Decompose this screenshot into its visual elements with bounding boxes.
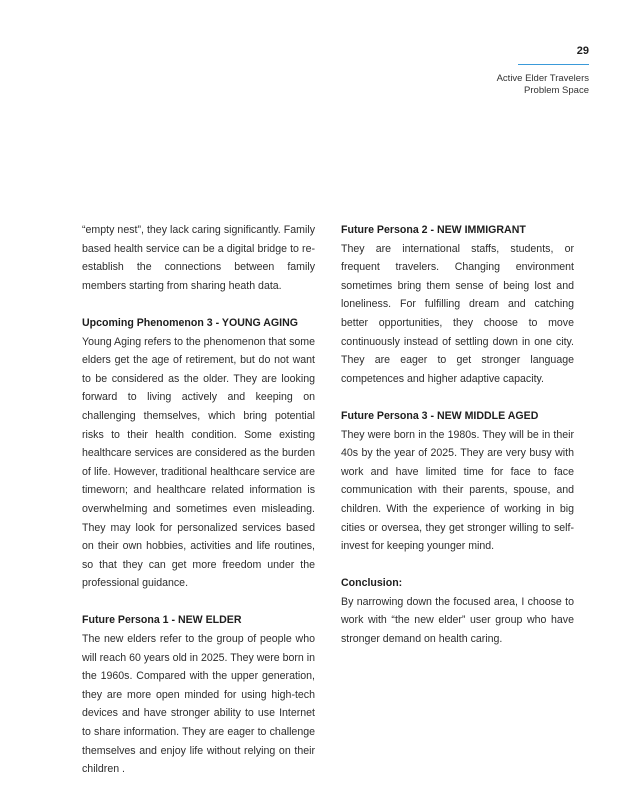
phenomenon3-heading: Upcoming Phenomenon 3 - YOUNG AGING bbox=[82, 316, 299, 329]
conclusion-heading: Conclusion: bbox=[341, 577, 403, 590]
page-number: 29 bbox=[576, 45, 589, 57]
header-divider bbox=[518, 64, 589, 65]
left-column bbox=[82, 221, 315, 779]
intro-paragraph: “empty nest”, they lack caring significantly. Family based health service can be a digital bridge to re-establish the connections between family members starting from sharing heath data. bbox=[82, 224, 315, 292]
persona3-heading: Future Persona 3 - NEW MIDDLE AGED bbox=[341, 409, 539, 422]
page-header bbox=[497, 44, 589, 97]
persona1-heading: Future Persona 1 - NEW ELDER bbox=[82, 614, 242, 627]
header-title: Active Elder Travelers bbox=[496, 73, 589, 84]
right-column bbox=[341, 221, 574, 649]
persona1-body: The new elders refer to the group of people who will reach 60 years old in 2025. They were born in the 1960s. Compared with the upper generation, they are more open minded for using high-tech devices and have stronger ability to use Internet to share information. They are eager to challenge themselves and enjoy life without relying on their children . bbox=[82, 633, 315, 776]
persona2-body: They are international staffs, students, or frequent travelers. Changing environment sometimes bring them sense of being lost and loneliness. For fulfilling dream and catching better opportunities, they choose to move continuously instead of settling down in one city. They are eager to get stronger language competences and higher adaptive capacity. bbox=[341, 242, 574, 385]
persona2-heading: Future Persona 2 - NEW IMMIGRANT bbox=[341, 224, 526, 236]
conclusion-body: By narrowing down the focused area, I choose to work with “the new elder” user group who have stronger demand on health caring. bbox=[341, 595, 574, 646]
header-subtitle: Problem Space bbox=[524, 85, 589, 96]
persona3-body: They were born in the 1980s. They will be in their 40s by the year of 2025. They are very busy with work and have limited time for face to face communication with their parents, spouse, and children. With the experience of working in big cities or oversea, they get stronger willing to self-invest for keeping younger mind. bbox=[341, 428, 574, 553]
phenomenon3-body: Young Aging refers to the phenomenon that some elders get the age of retirement, but do not want to be considered as the older. They are looking forward to living actively and keeping on challenging themselves, which bring potential risks to their health condition. Some existing healthcare services are considered as the burden of life. However, traditional healthcare service are timeworn; and healthcare related information is overwhelming and sometimes even misleading. They may look for personalized services based on their own hobbies, activities and life routines, so that they can get more freedom under the professional guidance. bbox=[82, 335, 315, 590]
